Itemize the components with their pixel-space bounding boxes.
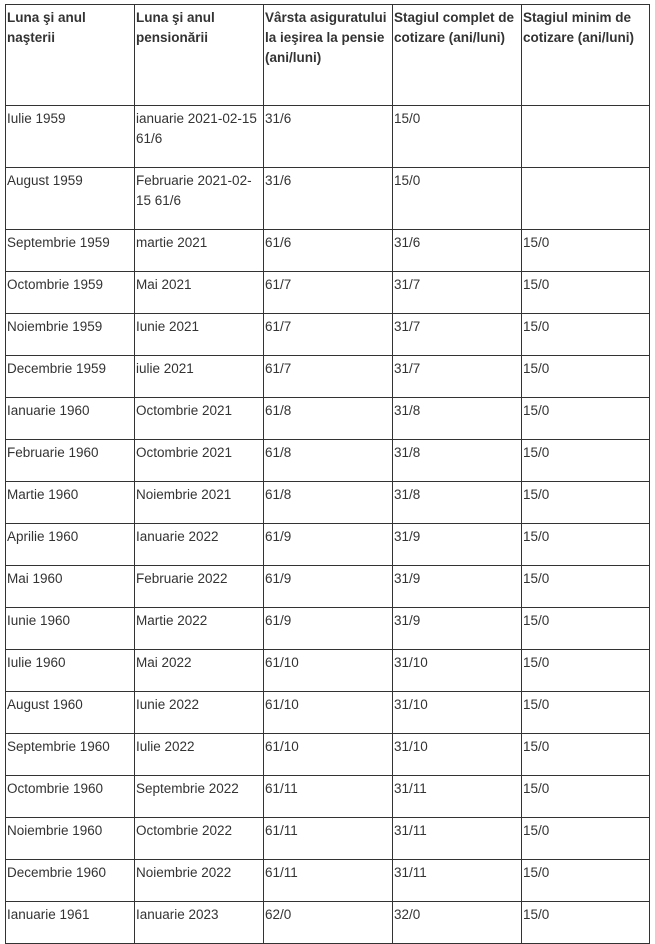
- table-row: [6, 168, 650, 230]
- cell-retirement-age: 61/8: [264, 440, 393, 482]
- cell-retirement-age: 61/9: [264, 566, 393, 608]
- cell-birth-month-year: Februarie 1960: [6, 440, 135, 482]
- cell-full-contribution: 31/7: [393, 314, 522, 356]
- cell-minimum-contribution: 15/0: [522, 860, 650, 902]
- cell-minimum-contribution: [522, 168, 650, 230]
- cell-birth-month-year: Mai 1960: [6, 566, 135, 608]
- table-row: [6, 524, 650, 566]
- cell-retirement-age: 61/10: [264, 734, 393, 776]
- cell-retirement-age: 62/0: [264, 902, 393, 944]
- cell-full-contribution: 31/11: [393, 818, 522, 860]
- cell-retirement-age: 31/6: [264, 168, 393, 230]
- cell-full-contribution: 31/9: [393, 524, 522, 566]
- cell-full-contribution: 31/10: [393, 692, 522, 734]
- cell-full-contribution: 15/0: [393, 106, 522, 168]
- cell-minimum-contribution: 15/0: [522, 608, 650, 650]
- cell-retirement-age: 61/11: [264, 860, 393, 902]
- cell-birth-month-year: Iulie 1959: [6, 106, 135, 168]
- cell-full-contribution: 32/0: [393, 902, 522, 944]
- cell-retirement-month-year: Ianuarie 2023: [135, 902, 264, 944]
- cell-minimum-contribution: 15/0: [522, 692, 650, 734]
- cell-full-contribution: 31/11: [393, 776, 522, 818]
- cell-minimum-contribution: 15/0: [522, 902, 650, 944]
- cell-retirement-month-year: iulie 2021: [135, 356, 264, 398]
- cell-retirement-month-year: Iunie 2022: [135, 692, 264, 734]
- cell-retirement-age: 61/8: [264, 482, 393, 524]
- cell-birth-month-year: Iunie 1960: [6, 608, 135, 650]
- cell-minimum-contribution: 15/0: [522, 440, 650, 482]
- cell-minimum-contribution: 15/0: [522, 482, 650, 524]
- cell-retirement-age: 61/7: [264, 356, 393, 398]
- cell-minimum-contribution: 15/0: [522, 356, 650, 398]
- cell-retirement-month-year: Iulie 2022: [135, 734, 264, 776]
- cell-minimum-contribution: 15/0: [522, 566, 650, 608]
- table-row: [6, 818, 650, 860]
- cell-birth-month-year: Decembrie 1960: [6, 860, 135, 902]
- table-row: [6, 860, 650, 902]
- cell-full-contribution: 31/11: [393, 860, 522, 902]
- cell-full-contribution: 31/9: [393, 608, 522, 650]
- cell-birth-month-year: Septembrie 1960: [6, 734, 135, 776]
- header-retirement-age: Vârsta asiguratului la ieşirea la pensie (ani/luni): [264, 5, 393, 106]
- header-birth-month-year: Luna şi anul naşterii: [6, 5, 135, 106]
- cell-birth-month-year: Septembrie 1959: [6, 230, 135, 272]
- cell-retirement-month-year: Ianuarie 2022: [135, 524, 264, 566]
- table-row: [6, 650, 650, 692]
- cell-retirement-month-year: Octombrie 2021: [135, 440, 264, 482]
- table-row: [6, 314, 650, 356]
- cell-minimum-contribution: 15/0: [522, 818, 650, 860]
- cell-full-contribution: 31/8: [393, 440, 522, 482]
- cell-full-contribution: 31/10: [393, 734, 522, 776]
- table-header: [6, 5, 650, 106]
- cell-retirement-month-year: ianuarie 2021-02-15 61/6: [135, 106, 264, 168]
- header-retirement-month-year: Luna şi anul pensionării: [135, 5, 264, 106]
- cell-birth-month-year: Noiembrie 1959: [6, 314, 135, 356]
- cell-retirement-month-year: Mai 2022: [135, 650, 264, 692]
- cell-retirement-age: 61/8: [264, 398, 393, 440]
- cell-retirement-age: 61/7: [264, 272, 393, 314]
- header-full-contribution-period: Stagiul complet de cotizare (ani/luni): [393, 5, 522, 106]
- cell-minimum-contribution: 15/0: [522, 734, 650, 776]
- cell-retirement-age: 61/10: [264, 692, 393, 734]
- cell-retirement-age: 61/7: [264, 314, 393, 356]
- cell-full-contribution: 31/8: [393, 482, 522, 524]
- cell-retirement-month-year: Septembrie 2022: [135, 776, 264, 818]
- cell-full-contribution: 31/7: [393, 356, 522, 398]
- cell-full-contribution: 31/10: [393, 650, 522, 692]
- cell-retirement-age: 61/6: [264, 230, 393, 272]
- cell-retirement-age: 61/11: [264, 818, 393, 860]
- cell-retirement-age: 61/9: [264, 524, 393, 566]
- header-minimum-contribution-period: Stagiul minim de cotizare (ani/luni): [522, 5, 650, 106]
- pension-schedule-table: [5, 4, 650, 944]
- table-row: [6, 482, 650, 524]
- cell-retirement-age: 61/11: [264, 776, 393, 818]
- cell-birth-month-year: August 1959: [6, 168, 135, 230]
- cell-retirement-month-year: Noiembrie 2022: [135, 860, 264, 902]
- cell-minimum-contribution: 15/0: [522, 314, 650, 356]
- cell-minimum-contribution: 15/0: [522, 776, 650, 818]
- cell-retirement-age: 61/9: [264, 608, 393, 650]
- table-row: [6, 566, 650, 608]
- cell-birth-month-year: Decembrie 1959: [6, 356, 135, 398]
- table-row: [6, 272, 650, 314]
- table-row: [6, 230, 650, 272]
- cell-birth-month-year: Iulie 1960: [6, 650, 135, 692]
- table-row: [6, 440, 650, 482]
- cell-retirement-month-year: Iunie 2021: [135, 314, 264, 356]
- cell-birth-month-year: Ianuarie 1961: [6, 902, 135, 944]
- cell-birth-month-year: August 1960: [6, 692, 135, 734]
- cell-retirement-month-year: martie 2021: [135, 230, 264, 272]
- cell-retirement-month-year: Octombrie 2022: [135, 818, 264, 860]
- cell-minimum-contribution: 15/0: [522, 230, 650, 272]
- cell-full-contribution: 31/7: [393, 272, 522, 314]
- cell-retirement-month-year: Noiembrie 2021: [135, 482, 264, 524]
- cell-minimum-contribution: 15/0: [522, 650, 650, 692]
- cell-full-contribution: 31/8: [393, 398, 522, 440]
- table-row: [6, 692, 650, 734]
- cell-minimum-contribution: 15/0: [522, 272, 650, 314]
- cell-birth-month-year: Ianuarie 1960: [6, 398, 135, 440]
- table-body: [6, 106, 650, 944]
- cell-retirement-month-year: Mai 2021: [135, 272, 264, 314]
- cell-birth-month-year: Martie 1960: [6, 482, 135, 524]
- table-row: [6, 902, 650, 944]
- table-row: [6, 398, 650, 440]
- cell-full-contribution: 31/9: [393, 566, 522, 608]
- cell-retirement-month-year: Martie 2022: [135, 608, 264, 650]
- table-row: [6, 608, 650, 650]
- table-row: [6, 356, 650, 398]
- cell-birth-month-year: Noiembrie 1960: [6, 818, 135, 860]
- cell-retirement-month-year: Februarie 2022: [135, 566, 264, 608]
- cell-birth-month-year: Octombrie 1959: [6, 272, 135, 314]
- table-row: [6, 106, 650, 168]
- cell-retirement-age: 31/6: [264, 106, 393, 168]
- cell-minimum-contribution: 15/0: [522, 524, 650, 566]
- header-row: [6, 5, 650, 106]
- table-row: [6, 776, 650, 818]
- cell-minimum-contribution: [522, 106, 650, 168]
- cell-birth-month-year: Aprilie 1960: [6, 524, 135, 566]
- cell-retirement-month-year: Octombrie 2021: [135, 398, 264, 440]
- cell-full-contribution: 31/6: [393, 230, 522, 272]
- table-row: [6, 734, 650, 776]
- cell-retirement-age: 61/10: [264, 650, 393, 692]
- cell-birth-month-year: Octombrie 1960: [6, 776, 135, 818]
- cell-retirement-month-year: Februarie 2021-02-15 61/6: [135, 168, 264, 230]
- cell-minimum-contribution: 15/0: [522, 398, 650, 440]
- cell-full-contribution: 15/0: [393, 168, 522, 230]
